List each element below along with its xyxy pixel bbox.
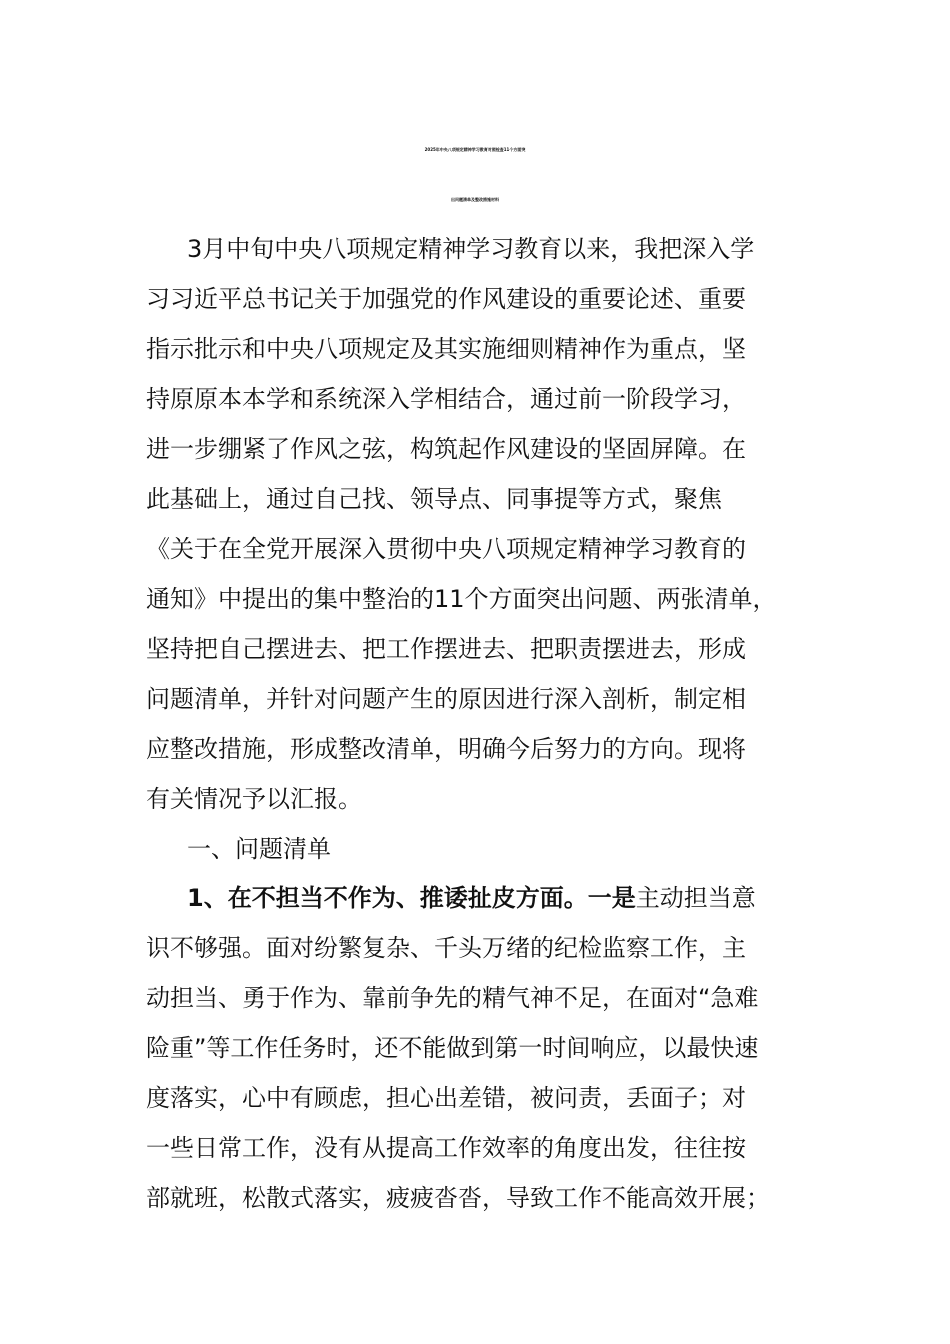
item1-line-7: 部就班，松散式落实，疲疲沓沓，导致工作不能高效开展； xyxy=(146,1184,770,1212)
item1-line-3: 动担当、勇于作为、靠前争先的精气神不足，在面对“急难 xyxy=(146,984,759,1012)
intro-line-8: 通知》中提出的集中整治的11个方面突出问题、两张清单， xyxy=(146,585,777,613)
intro-line-2: 习习近平总书记关于加强党的作风建设的重要论述、重要 xyxy=(146,285,746,313)
item1-first-rest: 主动担当意 xyxy=(635,884,756,912)
item1-heading: 1、在不担当不作为、推诿扯皮方面。一是 xyxy=(187,884,636,912)
intro-line-5: 进一步绷紧了作风之弦，构筑起作风建设的坚固屏障。在 xyxy=(146,435,746,463)
item1-line-2: 识不够强。面对纷繁复杂、千头万绪的纪检监察工作，主 xyxy=(146,934,746,962)
intro-line-1: 3月中旬中央八项规定精神学习教育以来，我把深入学 xyxy=(187,235,755,263)
item1-line-4: 险重”等工作任务时，还不能做到第一时间响应，以最快速 xyxy=(146,1034,759,1062)
intro-line-3: 指示批示和中央八项规定及其实施细则精神作为重点，坚 xyxy=(146,335,746,363)
section-heading: 一、问题清单 xyxy=(187,835,331,863)
intro-line-7: 《关于在全党开展深入贯彻中央八项规定精神学习教育的 xyxy=(146,535,746,563)
intro-line-12: 有关情况予以汇报。 xyxy=(146,785,362,813)
item1-line-6: 一些日常工作，没有从提高工作效率的角度出发，往往按 xyxy=(146,1134,746,1162)
intro-line-6: 此基础上，通过自己找、领导点、同事提等方式，聚焦 xyxy=(146,485,722,513)
document-title-line-1: 2025年中央八项规定精神学习教育对照检查11个方面突 xyxy=(424,147,526,152)
intro-line-4: 持原原本本学和系统深入学相结合，通过前一阶段学习， xyxy=(146,385,746,413)
document-title-line-2: 出问题清单及整改措施材料 xyxy=(451,197,499,202)
intro-line-10: 问题清单，并针对问题产生的原因进行深入剖析，制定相 xyxy=(146,685,746,713)
intro-line-9: 坚持把自己摆进去、把工作摆进去、把职责摆进去，形成 xyxy=(146,635,746,663)
intro-line-11: 应整改措施，形成整改清单，明确今后努力的方向。现将 xyxy=(146,735,746,763)
item1-line-5: 度落实，心中有顾虑，担心出差错，被问责，丢面子；对 xyxy=(146,1084,746,1112)
item1-first-line xyxy=(187,881,756,915)
